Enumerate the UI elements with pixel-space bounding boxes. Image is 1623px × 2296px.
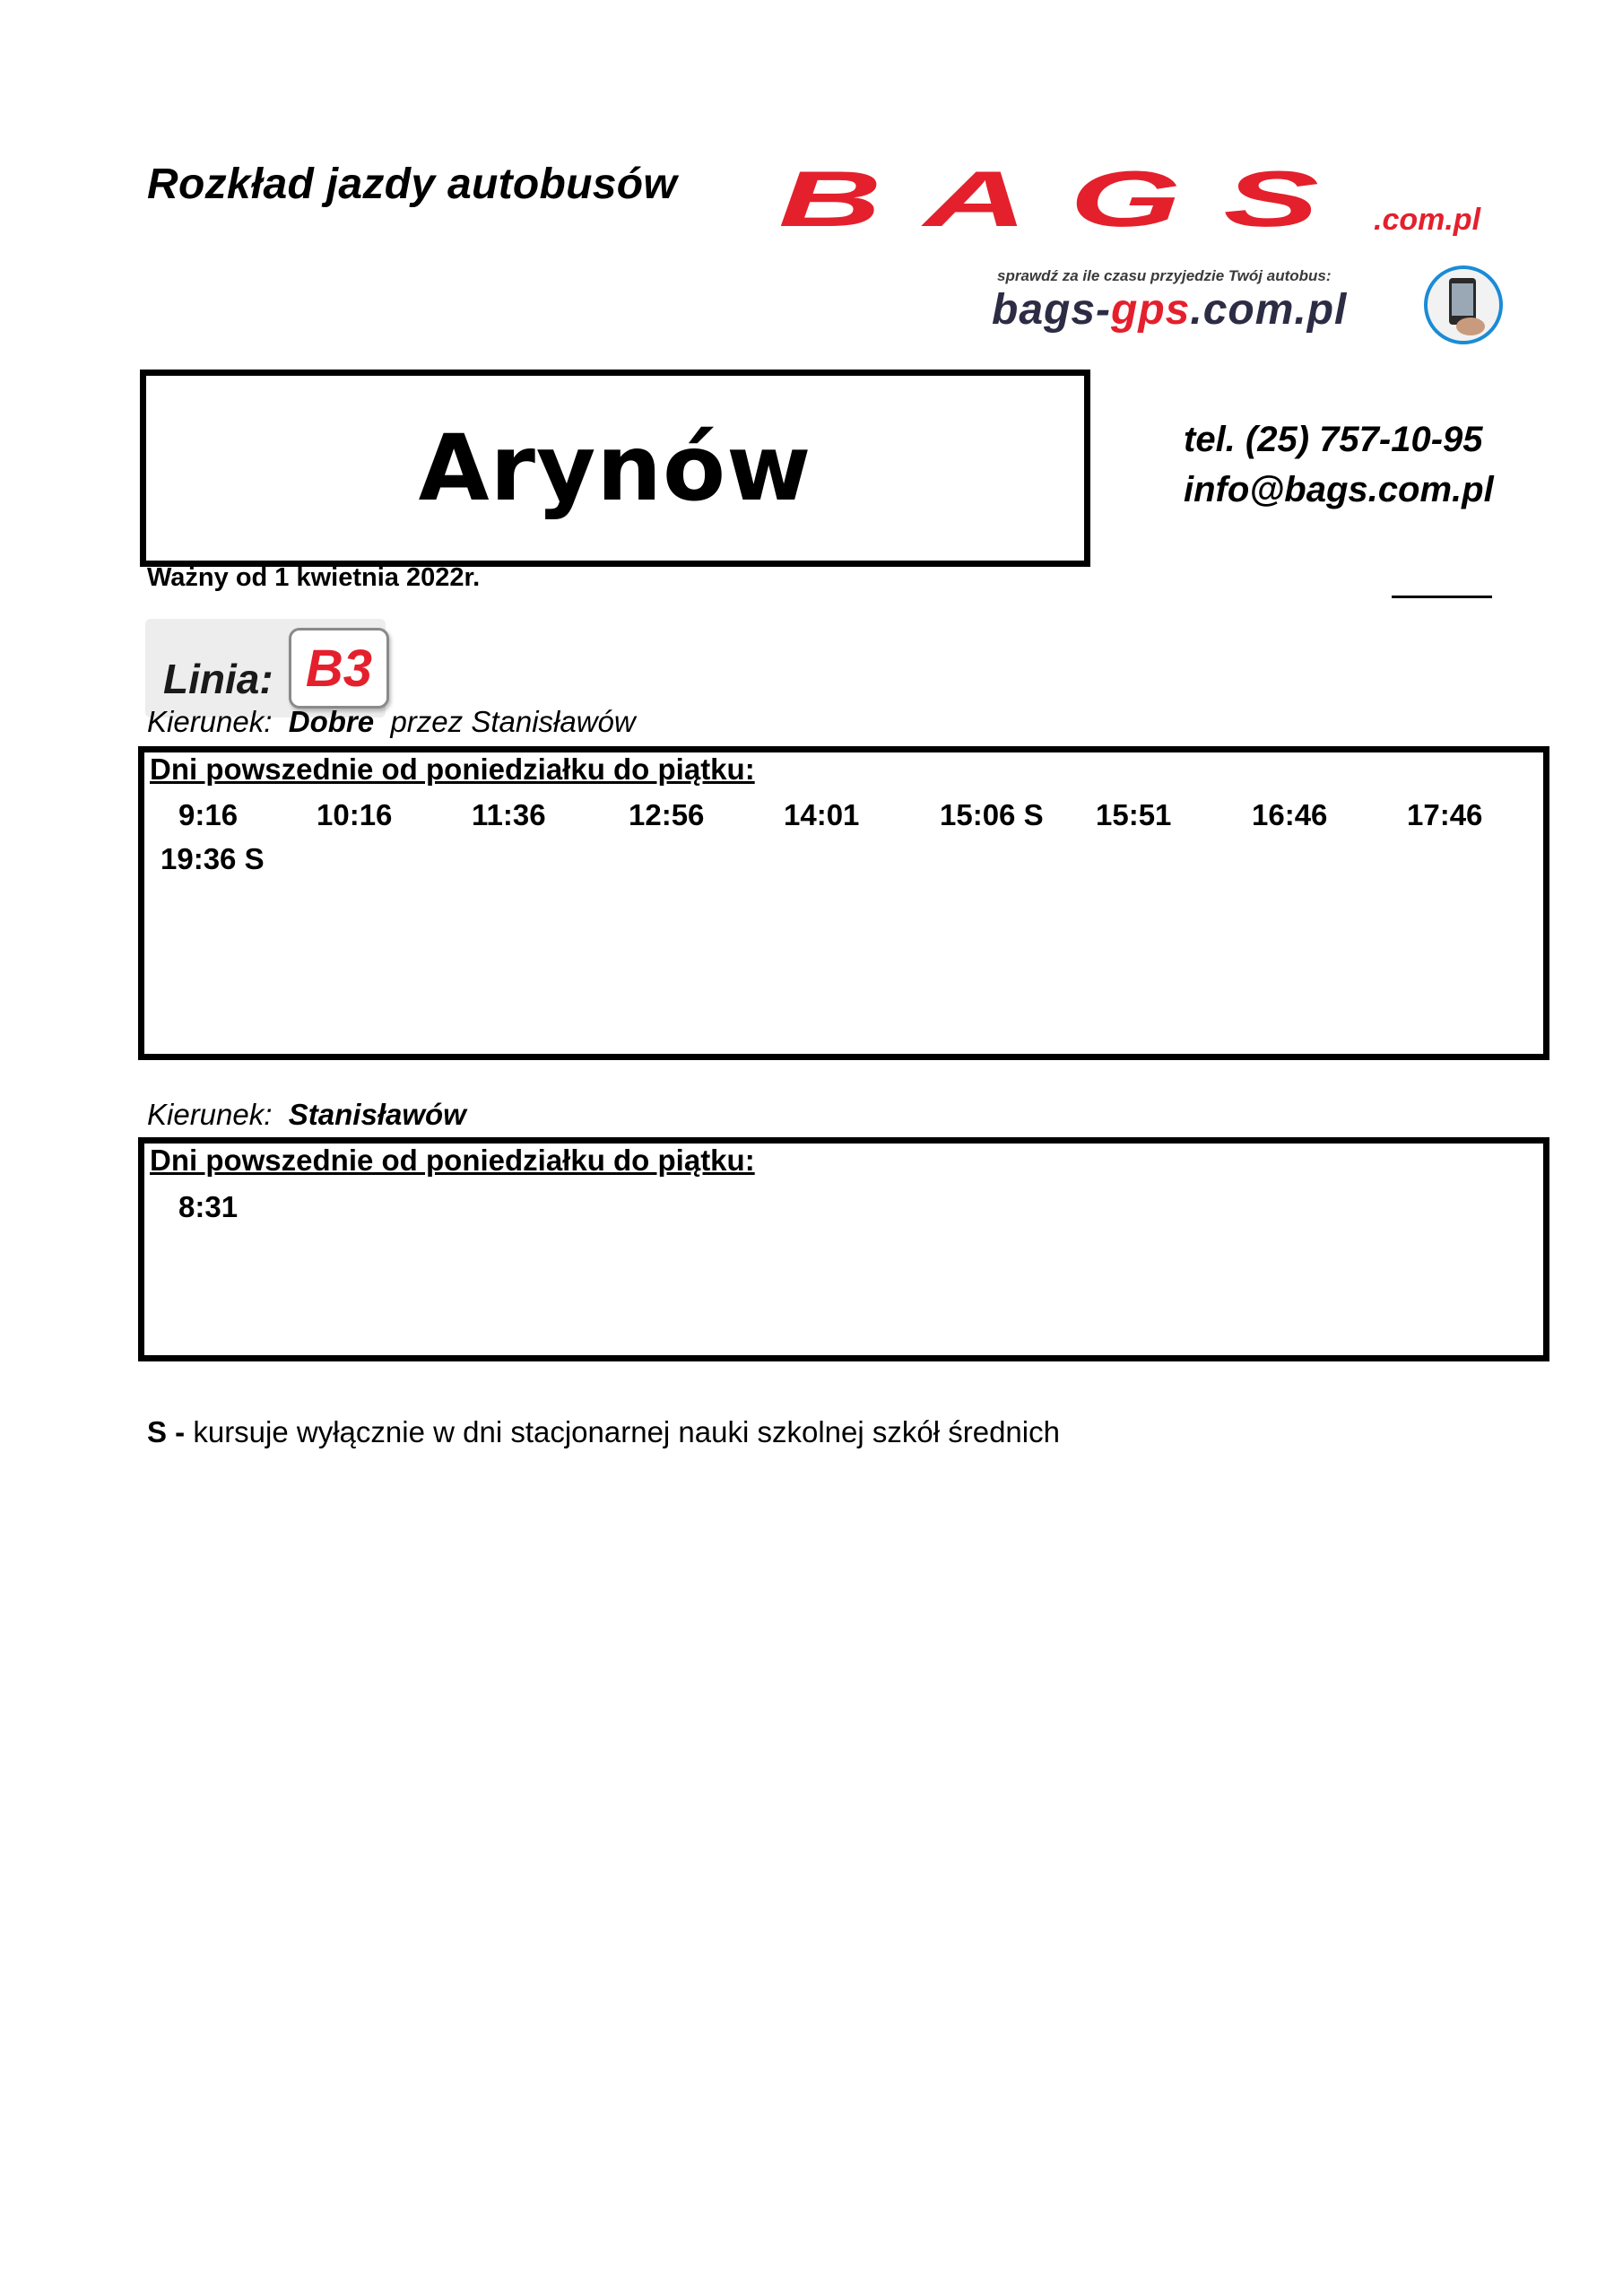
gps-link[interactable]: bags-gps.com.pl [992,286,1348,334]
stop-name-box [140,370,1090,567]
direction-1-destination: Dobre [288,705,375,738]
departure-time: 17:46 [1407,798,1483,831]
direction-1: Kierunek: Dobre przez Stanisławów [147,705,636,738]
schedule-1-title: Dni powszednie od poniedziałku do piątku: [150,752,755,786]
departure-time: 8:31 [178,1190,239,1223]
departure-time: 11:36 [472,798,546,831]
legend [147,1415,1060,1449]
line-label: Linia: [163,656,273,702]
schedule-2-title: Dni powszednie od poniedziałku do piątku: [150,1144,755,1177]
email-address[interactable]: info@bags.com.pl [1184,470,1494,509]
direction-2-destination: Stanisławów [288,1098,466,1131]
departure-time: 10:16 [317,798,393,831]
phone-icon [1417,264,1514,344]
schedule-box-2 [138,1137,1549,1361]
direction-2: Kierunek: Stanisławów [147,1098,466,1131]
line-number: B3 [289,628,389,709]
bags-logo [778,167,1541,237]
contact-info [1184,414,1494,515]
divider [1392,596,1492,598]
legend-text: kursuje wyłącznie w dni stacjonarnej nauki szkolnej szkół średnich [193,1415,1060,1448]
departure-time: 19:36 S [161,842,265,875]
departure-time: 9:16 [178,798,239,831]
schedule-box-1 [138,746,1549,1060]
document-title: Rozkład jazdy autobusów [147,161,677,208]
departure-time: 16:46 [1252,798,1328,831]
line-badge [145,619,414,718]
departure-time: 15:51 [1096,798,1172,831]
gps-note: sprawdź za ile czasu przyjedzie Twój autobus: [997,267,1332,284]
validity-date: Ważny od 1 kwietnia 2022r. [147,563,481,592]
bags-logo-suffix: .com.pl [1374,203,1481,237]
stop-name: Arynów [418,414,812,522]
departure-time: 14:01 [784,798,860,831]
legend-key: S - [147,1415,186,1448]
departure-time: 12:56 [629,798,705,831]
bags-logo-text: BAGS [778,167,1361,237]
departure-time: 15:06 S [940,798,1044,831]
phone-number: tel. (25) 757-10-95 [1184,420,1483,459]
